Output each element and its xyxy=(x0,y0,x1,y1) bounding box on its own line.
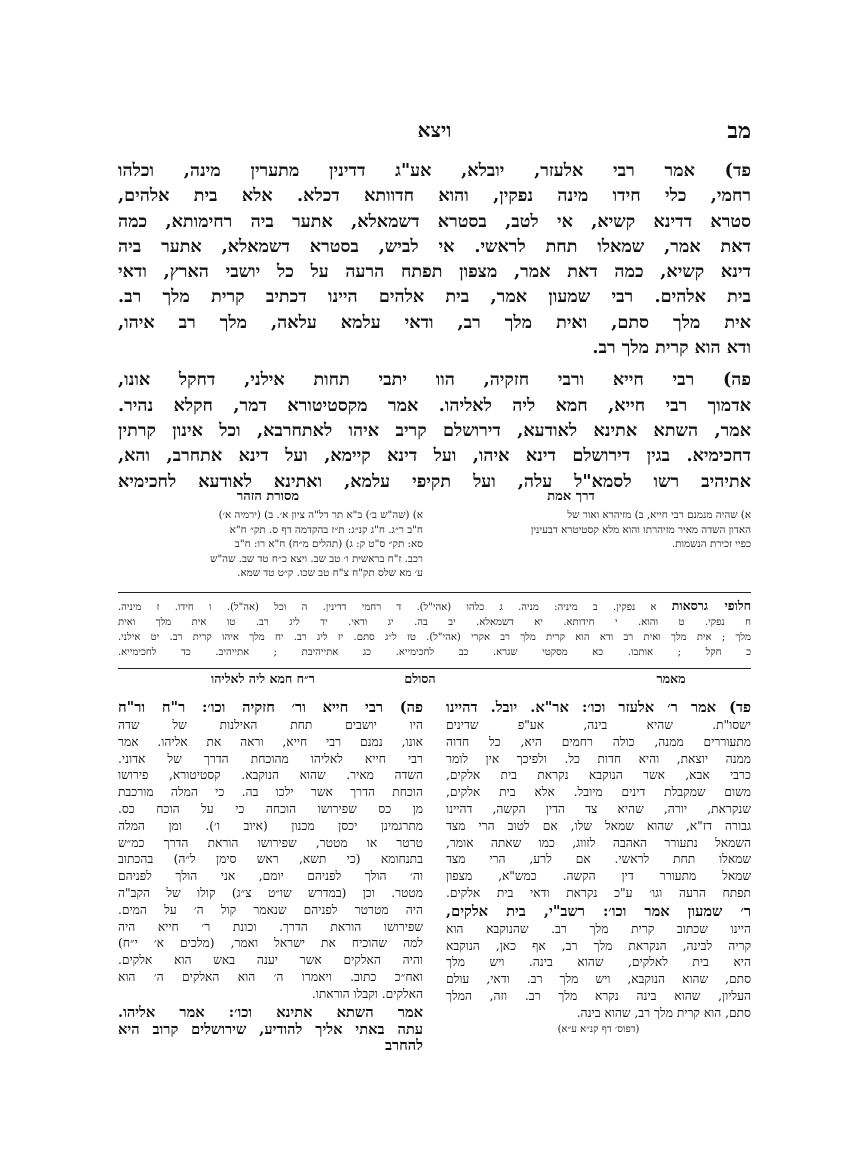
parsha-title: ויצא xyxy=(417,118,452,142)
note-line: ח"ב ר״ג. ח"ג קנ״ג: ת״ז בהקדמה דף ס. תק״ ח"א xyxy=(229,523,423,536)
sulam-line: שמאל מתעורר דין הקשה. כמש"א, מצפון xyxy=(446,869,751,884)
variant-line: כ חקל ; אותבו. כא מסקטי שגרא. כב לחכימייא. כג אתייהיבת ; אתייהיב. כד לחכימייא. xyxy=(118,647,751,658)
sulam-line: ואח״כ כתוב. ויאמרו ה׳ הוא האלקים ה׳ הוא xyxy=(118,969,423,984)
sulam-line: סתם, הוא קרית מלך רב, שהוא בינה. xyxy=(576,1005,751,1020)
section-heading-left: ר״ח חמא ליה לאליהו xyxy=(211,671,315,686)
sulam-line: תפתח הרעה וגו׳ ע"כ נקראת ודאי בית אלקים. xyxy=(446,885,751,900)
section-heading-center: הסולם xyxy=(404,671,436,686)
main-line: רחמי, כלי חידו מינה נפקין, והוא חדוותא דכלא. אלא בית אלהים, xyxy=(118,185,751,207)
sulam-line: הוכחת הדרך אשר ילכו בה. כי המלה מורכבת xyxy=(118,785,423,800)
main-line: אית מלך סתם, ואית מלך רב, ודאי עלמא עלאה, מלך רב איהו, xyxy=(118,311,751,333)
sulam-line: שנקראת, יורה, שהיא צד הדין הקשה, דהיינו xyxy=(446,801,751,816)
sulam-line: משום שמקבלת דינים מיובל. אלא בית אלקים, xyxy=(446,785,751,800)
zohar-main-text xyxy=(118,158,751,494)
sulam-line: היו יושבים תחת האילנות של שדה xyxy=(118,718,423,732)
page-number: מב xyxy=(727,118,751,144)
sulam-line: למה שהוכיח את ישראל ואמר, (מלכים א׳ י״ח) xyxy=(118,936,423,951)
sulam-line: גבורה דז"א, שהוא שמאל שלו, אם לטוב הרי מצד xyxy=(446,818,751,833)
sulam-line: ממנה יוצאת, והיא חדות כל. ולפיכך אין לומר xyxy=(446,751,751,766)
main-line: דחכימיא. בגין דירושלם דינא איהו, ועל דינא קיימא, ועל דינא אתחרב, והא, xyxy=(118,445,751,467)
sulam-line: להחרב xyxy=(384,1037,423,1055)
sulam-line: בתנחומא (כי תשא, ראש סימן ל״ה) בהכתוב xyxy=(118,852,423,867)
divider xyxy=(118,592,751,593)
main-line: בית אלהים. רבי שמעון אמר, בית אלהים היינו דכתיב קרית מלך רב. xyxy=(118,286,751,308)
note-line: סא: תק״ ס"ט ק: ג) (תהלים מ״ח) ח"א רו: ח"ב xyxy=(234,538,423,550)
sulam-line: רבי חייא לאליהו מהוכחת הדרך של אדוני. xyxy=(118,751,423,766)
masoret-title: מסורת הזהר xyxy=(236,489,300,504)
note-line: האדון השדה מאיר מזיהרתו והוא מלא קסטיטרא דבעינין xyxy=(530,523,751,536)
sulam-line: וה׳ הולך לפניהם יומם, אני הולך לפניהם xyxy=(118,869,423,884)
sulam-line: סתם, שהוא הנוקבא, ויש מלך רב. ודאי, עולם xyxy=(446,972,751,987)
note-line: ע׳ מא שלס תק"ח צ"ח טב שכו. ק״ט טד שמא. xyxy=(237,567,423,579)
sulam-line: ישסו"ת. שהיא בינה, אע"פ שדינים xyxy=(446,718,751,732)
variant-readings-label: חלופי גרסאות xyxy=(671,598,751,613)
sulam-line: השדה מאיר. שהוא הנוקבא. קסטיטורא, פירושו xyxy=(118,768,423,783)
note-line: כפיי זכירת הנשמות. xyxy=(671,538,751,550)
variant-line: מלך ; אית מלך ואית רב ודא הוא קרית מלך רב אקרי (אהי"ל). טז ל״ג סתם. יז ליג רב. יח מלך איהו קרית רב. יט אילני. xyxy=(118,632,751,643)
sulam-left-column xyxy=(118,698,423,1055)
page-header xyxy=(118,118,751,148)
sulam-line: היא בית לאלקים, שהוא בינה. ויש מלך xyxy=(446,955,751,970)
sulam-line: מן כס שפירושו הוכחה כי על הוכח כס. xyxy=(118,801,423,816)
sulam-subheading: אמר השתא אתינא וכו׳: אמר אליהו. xyxy=(118,1003,423,1021)
divider xyxy=(118,668,751,669)
sulam-line: אונו, נמנם רבי חייא, וראה את אליהו. אמר xyxy=(118,734,423,749)
sulam-subheading: ר׳ שמעון אמר וכו׳: רשב"י, בית אלקים, xyxy=(446,902,751,920)
sulam-line: עתה באתי אליך להודיע, שירושלים קרוב היא xyxy=(118,1020,423,1038)
sulam-line: קריה לבינה, הנקראת מלך רב, אף כאן, הנוקבא xyxy=(446,938,751,953)
sulam-heading: פד) אמר ר׳ אלעזר וכו׳: אר"א. יובל. דהיינו xyxy=(446,699,751,716)
derech-emet-notes xyxy=(391,508,751,552)
sulam-line: האלקים. וקבלו הוראתו. xyxy=(311,986,423,1001)
note-line: א) (שה"ש ב׳) ב"א תר דל"ה ציון א׳. ב) (ירמיה א׳) xyxy=(218,509,423,521)
variant-readings xyxy=(118,598,751,660)
main-line: דאת אמר, שמאלו תחת לראשי. אי לביש, בסטרא דשמאלא, אתער ביה xyxy=(118,235,751,257)
sulam-line: והיה האלקים אשר יענה באש הוא אלקים. xyxy=(118,953,423,968)
section-heading-right: מאמר xyxy=(656,671,686,686)
sulam-line: היינו שכתוב קרית מלך רב. שהנוקבא הוא xyxy=(446,921,751,936)
sulam-line: כרבי אבא, אשר הנוקבא נקראת בית אלקים, xyxy=(446,768,751,783)
variant-line: ח נפקי. ט והוא. י חידותא. יא דשמאלא. יב בה. יג ודאי. יד ליג רב. טו אית מלך ואית xyxy=(118,617,751,628)
main-line: אתיהיב רשו לסמא"ל עלה, ועל תקיפי עלמא, ואתינא לאודעא לחכימיא xyxy=(118,470,751,492)
sulam-line: שפירושו הוראת הדרך. וכונת ר׳ חייא היה xyxy=(118,919,423,934)
main-line: סטרא דדינא קשיא, אי לטב, בסטרא דשמאלא, אתער ביה רחימותא, כמה xyxy=(118,210,751,232)
sulam-heading: פה) רבי חייא ור׳ חזקיה וכו׳: ר"ח ור"ח xyxy=(118,699,423,716)
main-line: דינא קשיא, כמה דאת אמר, מצפון תפתח הרעה על כל יושבי הארץ, ודאי xyxy=(118,261,751,283)
main-line: אדמוך רבי חייא, חמא ליה לאליהו. אמר מקסטיטורא דמר, חקלא נהיר. xyxy=(118,394,751,416)
sulam-line: העליון, שהוא בינה נקרא מלך רב. וזה, המלך xyxy=(446,988,751,1003)
masoret-notes xyxy=(118,508,423,581)
sulam-line: מתעוררים ממנה, כולה רחמים היא, כל חדוה xyxy=(446,734,751,749)
sulam-line: היה מטרטר לפניהם שנאמר קול ה׳ על המים. xyxy=(118,902,423,917)
note-line: רכב. ז"ח בראשית ו׳ טב שב. ויצא כ״ח טד שב. שה"ש xyxy=(210,552,423,565)
sulam-line: טרטר או מטטר, שפירושו הוראת הדרך כמ״ש xyxy=(118,835,423,850)
derech-emet-title: דרך אמת xyxy=(547,489,595,504)
main-line: ודא הוא קרית מלך רב. xyxy=(592,337,751,359)
main-line: פה) רבי חייא ורבי חזקיה, הוו יתבי תחות אילני, דחקל אונו, xyxy=(118,369,751,391)
main-line: פד) אמר רבי אלעזר, יובלא, אע"ג דדינין מתערין מינה, וכלהו xyxy=(118,160,751,181)
variant-line: א נפקין. ב מיניה: מניה. ג כלהו (אהי"ל). ד רחמי דדינין. ה וכל (אה"ל). ו חידו. ז מיניה. xyxy=(118,602,657,613)
print-reference: (דפוס׳ דף קנ״א ע״א) xyxy=(557,1023,640,1035)
sulam-line: שמאלו תחת לראשי. אם לרע, הרי מצד xyxy=(446,852,751,867)
note-line: א) שהיה מנמנם רבי חייא, ב) מזיהרא ואור של xyxy=(567,509,751,521)
sulam-line: מטטר. וכן (במדרש שו״ט צ״ג) קולו של הקב"ה xyxy=(118,885,423,900)
main-line: אמר, השתא אתינא לאודעא, דירושלם קריב איהו לאתחרבא, וכל אינון קרתין xyxy=(118,419,751,441)
sulam-right-column xyxy=(446,698,751,1038)
sulam-line: השמאל נתעורר האהבה לזווג, כמו שאתה אומר, xyxy=(446,835,751,850)
sulam-line: מתרגמינן יכסן מכנון (איוב ו׳). ומן המלה xyxy=(118,818,423,833)
